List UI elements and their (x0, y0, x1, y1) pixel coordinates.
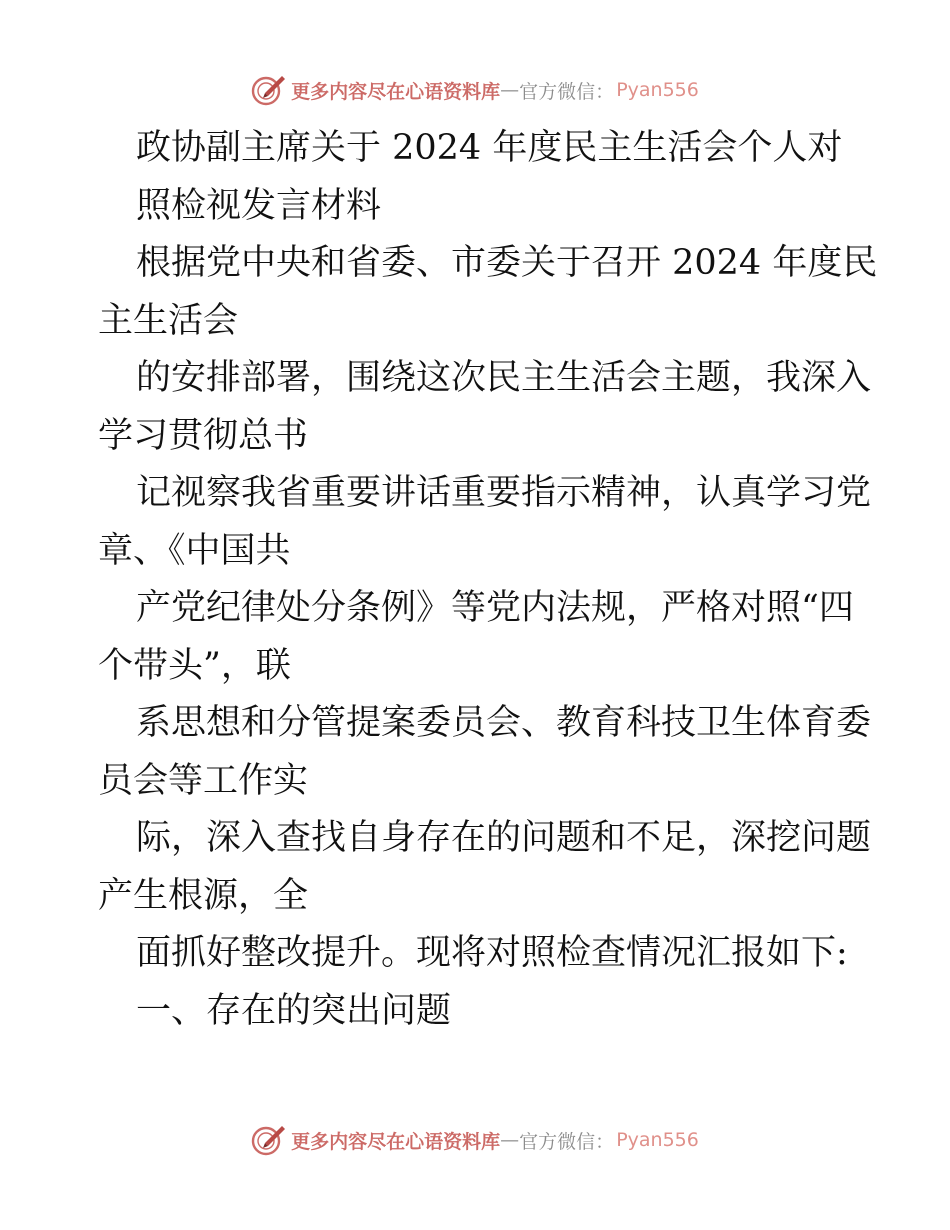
document-title-line: 政协副主席关于 2024 年度民主生活会个人对 (136, 128, 843, 168)
watermark-separator: — (500, 1129, 520, 1151)
watermark-brand: 更多内容尽在心语资料库 (291, 80, 501, 103)
watermark-contact-label: 官方微信： (519, 80, 615, 103)
paragraph-line: 学习贯彻总书 (98, 415, 309, 456)
watermark-contact-id: Pyan556 (616, 1129, 699, 1151)
document-body (98, 120, 878, 1040)
paragraph-line: 产党纪律处分条例》等党内法规，严格对照“四 (136, 588, 854, 628)
watermark-footer (0, 1120, 950, 1160)
paragraph-line: 章、《中国共 (98, 530, 291, 571)
watermark-brand: 更多内容尽在心语资料库 (291, 1130, 501, 1153)
paragraph-line: 面抓好整改提升。现将对照检查情况汇报如下: (136, 933, 848, 973)
pen-nib-circle-icon (251, 72, 287, 108)
section-heading: 一、存在的突出问题 (136, 990, 452, 1031)
paragraph-line: 根据党中央和省委、市委关于召开 2024 年度民 (136, 243, 878, 283)
paragraph-line: 产生根源，全 (98, 875, 309, 916)
watermark-header (0, 70, 950, 110)
paragraph-line: 系思想和分管提案委员会、教育科技卫生体育委 (136, 703, 872, 743)
paragraph-line: 员会等工作实 (98, 760, 309, 801)
paragraph-line: 个带头”，联 (98, 645, 291, 686)
paragraph-line: 主生活会 (98, 300, 239, 341)
paragraph-line: 记视察我省重要讲话重要指示精神，认真学习党 (136, 473, 872, 513)
watermark-separator: — (500, 79, 520, 101)
watermark-contact-label: 官方微信： (519, 1130, 615, 1153)
paragraph-line: 的安排部署，围绕这次民主生活会主题，我深入 (136, 358, 872, 398)
document-title-line: 照检视发言材料 (136, 185, 382, 226)
pen-nib-circle-icon (251, 1122, 287, 1158)
paragraph-line: 际，深入查找自身存在的问题和不足，深挖问题 (136, 818, 872, 858)
watermark-contact-id: Pyan556 (616, 79, 699, 101)
